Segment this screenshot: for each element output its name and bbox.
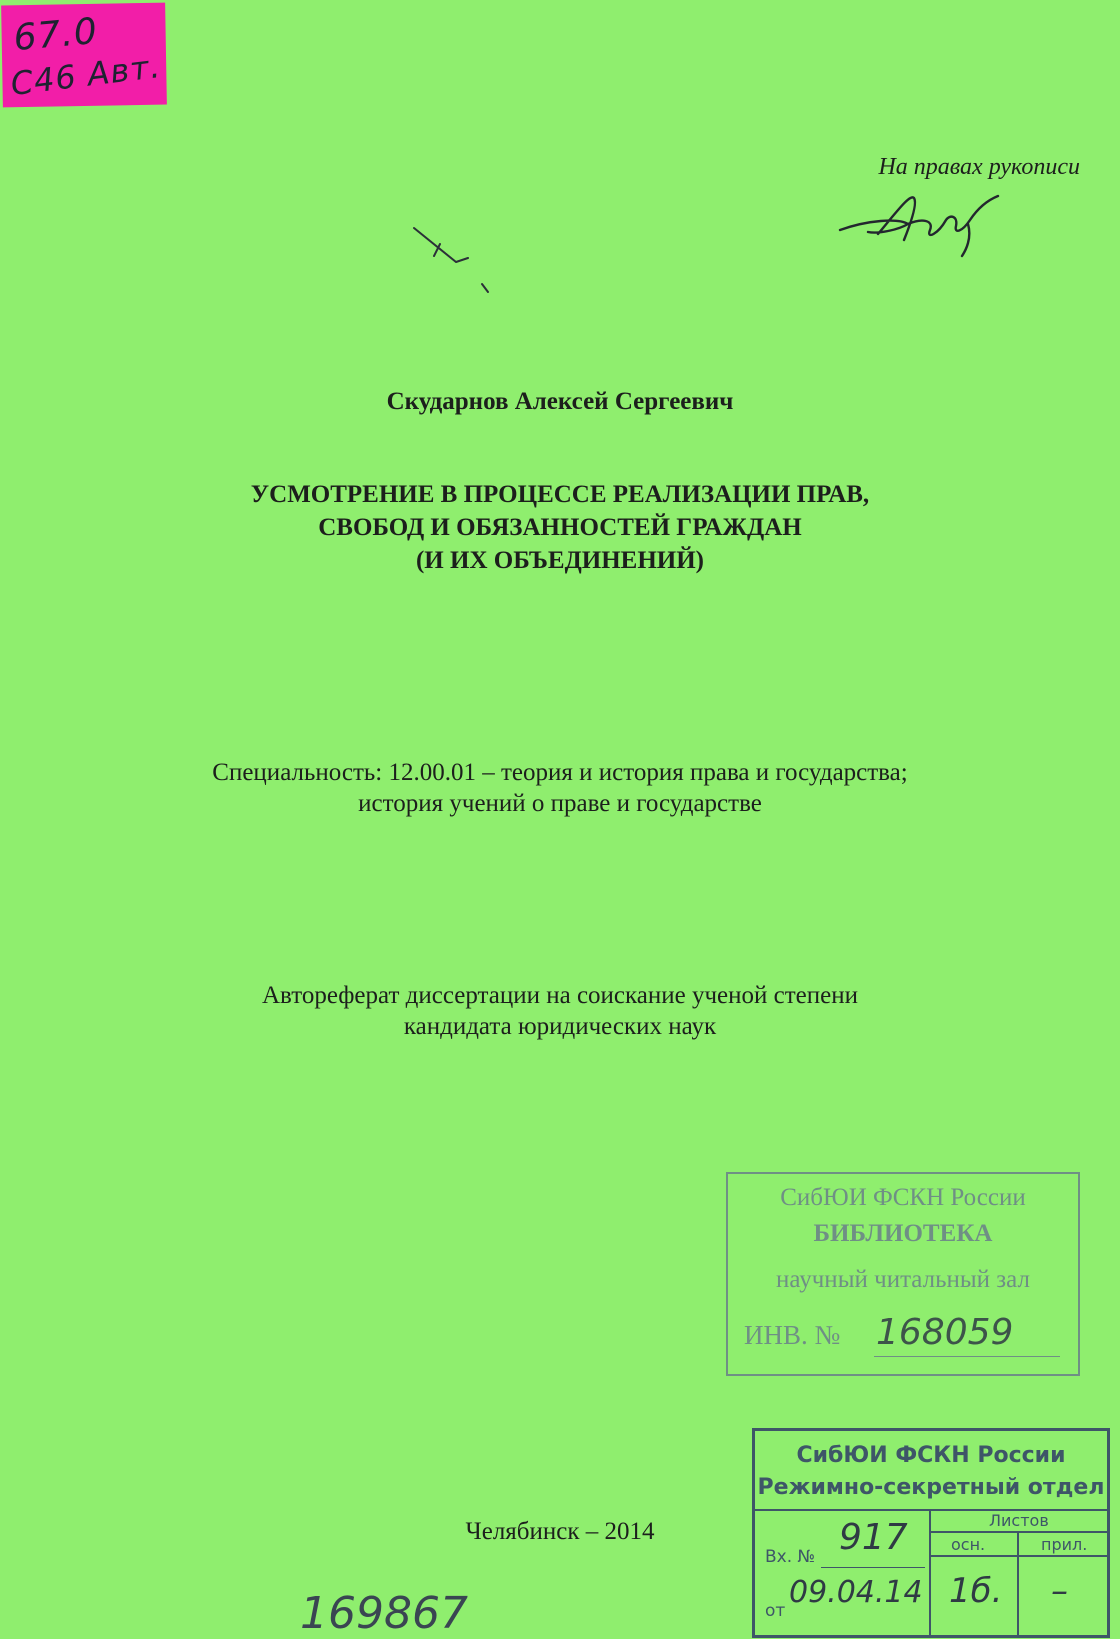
inv-number: 168059 — [876, 1312, 1014, 1353]
inv-underline — [874, 1356, 1060, 1357]
incoming-underline — [821, 1567, 925, 1568]
sheets-label: Листов — [989, 1511, 1049, 1530]
registration-number: 169867 — [300, 1588, 468, 1639]
date-label: от — [765, 1601, 786, 1621]
dissertation-title — [0, 478, 1120, 577]
incoming-label: Вх. № — [765, 1547, 816, 1567]
stamp-library: БИБЛИОТЕКА — [813, 1220, 993, 1247]
sheets-split — [1017, 1531, 1019, 1635]
secret-dept-stamp — [752, 1428, 1110, 1638]
degree-statement — [0, 980, 1120, 1042]
library-tag — [1, 3, 167, 108]
manuscript-note: На правах рукописи — [878, 154, 1080, 180]
stamp-reading-room: научный читальный зал — [776, 1266, 1030, 1293]
tag-code: 67.0 — [12, 10, 100, 60]
degree-line: кандидата юридических наук — [403, 1013, 717, 1040]
degree-line: Автореферат диссертации на соискание ученой степени — [261, 982, 859, 1009]
stamp-org: СибЮИ ФСКН России — [780, 1184, 1026, 1211]
date-value: 09.04.14 — [789, 1575, 923, 1610]
main-sheets-value: 1б. — [949, 1571, 1003, 1611]
author-name: Скударнов Алексей Сергеевич — [386, 388, 734, 415]
tag-code-2: С46 Авт. — [8, 46, 163, 104]
appendix-label: прил. — [1041, 1535, 1088, 1554]
pen-mark — [410, 222, 510, 302]
title-line: (И ИХ ОБЪЕДИНЕНИЙ) — [415, 547, 705, 574]
specialty — [0, 757, 1120, 819]
city-year: Челябинск – 2014 — [465, 1518, 655, 1545]
stamp-dept: Режимно-секретный отдел — [757, 1475, 1105, 1500]
inv-label: ИНВ. № — [744, 1320, 841, 1350]
incoming-number: 917 — [839, 1517, 908, 1558]
title-line: УСМОТРЕНИЕ В ПРОЦЕССЕ РЕАЛИЗАЦИИ ПРАВ, — [250, 481, 870, 508]
stamp-org: СибЮИ ФСКН России — [796, 1443, 1066, 1468]
stamp-divider — [755, 1509, 1107, 1511]
signature — [838, 190, 1018, 260]
sheets-column-divider — [929, 1509, 931, 1635]
appendix-value: – — [1051, 1571, 1068, 1611]
specialty-line: Специальность: 12.00.01 – теория и история права и государства; — [212, 759, 908, 786]
library-stamp — [726, 1172, 1080, 1376]
title-line: СВОБОД И ОБЯЗАННОСТЕЙ ГРАЖДАН — [318, 514, 802, 541]
specialty-line: история учений о праве и государстве — [358, 790, 762, 817]
main-sheets-label: осн. — [951, 1535, 986, 1554]
